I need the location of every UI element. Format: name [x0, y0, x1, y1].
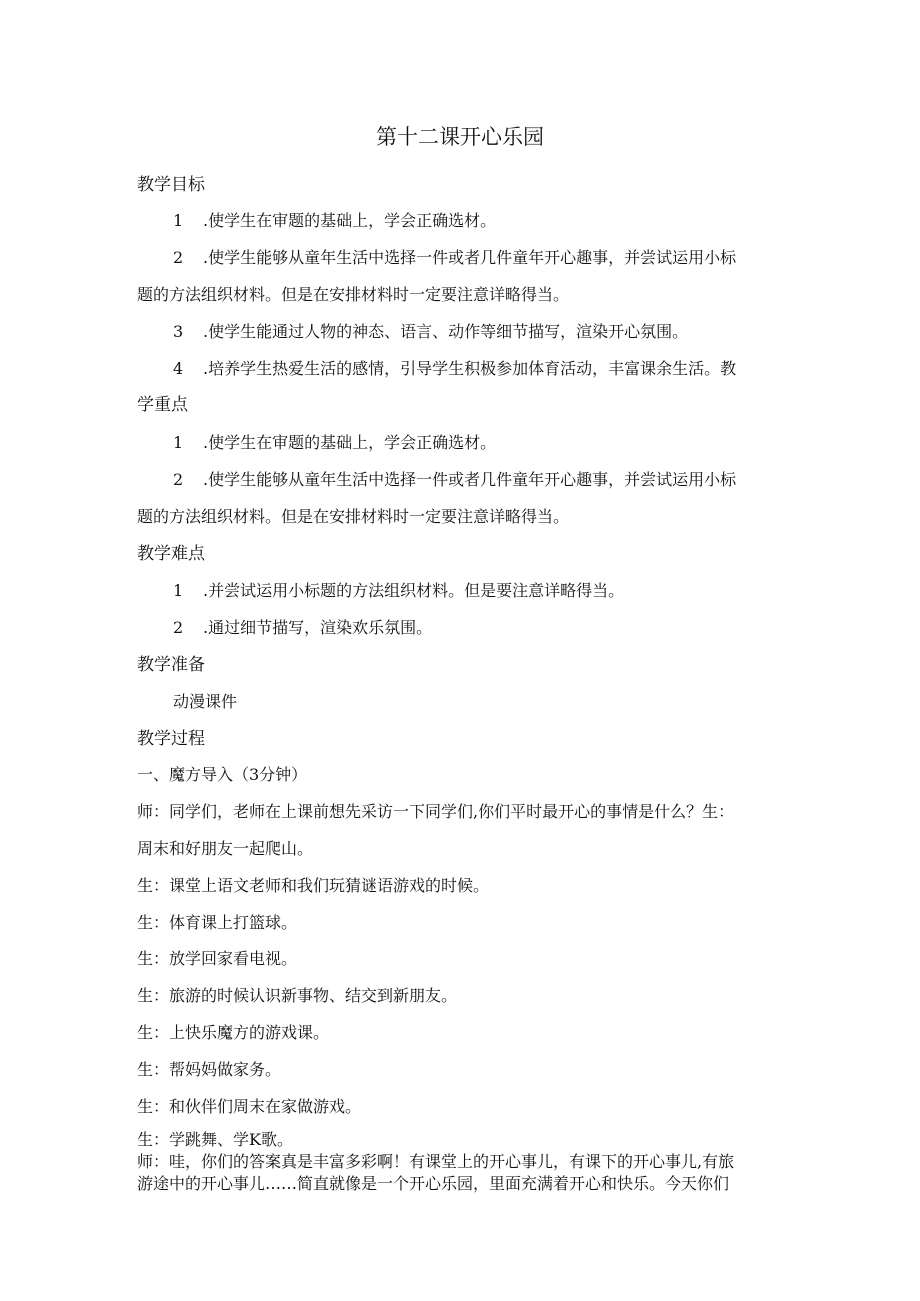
process-section-title: 一、魔方导入（3分钟） — [137, 765, 308, 784]
dialogue-line: 周末和好朋友一起爬山。 — [137, 839, 314, 858]
item-number: 1 — [173, 581, 184, 600]
dialogue-line: 师：同学们，老师在上课前想先采访一下同学们,你们平时最开心的事情是什么？生： — [137, 802, 735, 821]
dialogue-line: 生：体育课上打篮球。 — [137, 913, 298, 932]
preparation-text: 动漫课件 — [173, 692, 238, 711]
key-point-item-2-continued: 题的方法组织材料。但是在安排材料时一定要注意详略得当。 — [137, 507, 570, 526]
item-text: .通过细节描写，渲染欢乐氛围。 — [203, 618, 433, 637]
dialogue-line: 生：放学回家看电视。 — [137, 949, 298, 968]
dialogue-line: 生：和伙伴们周末在家做游戏。 — [137, 1097, 362, 1116]
difficulties-heading: 教学难点 — [137, 544, 205, 564]
key-points-heading: 学重点 — [137, 395, 188, 415]
item-number: 2 — [173, 248, 184, 267]
item-text: .培养学生热爱生活的感情，引导学生积极参加体育活动，丰富课余生活。教 — [203, 359, 737, 378]
dialogue-line: 生：帮妈妈做家务。 — [137, 1060, 282, 1079]
key-point-item-2 — [173, 468, 823, 492]
dialogue-line: 生：旅游的时候认识新事物、结交到新朋友。 — [137, 986, 458, 1005]
key-point-item-1 — [173, 431, 823, 455]
dialogue-line: 游途中的开心事儿……简直就像是一个开心乐园，里面充满着开心和快乐。今天你们 — [137, 1174, 730, 1193]
dialogue-line: 生：课堂上语文老师和我们玩猜谜语游戏的时候。 — [137, 876, 490, 895]
item-text: .使学生能通过人物的神态、语言、动作等细节描写，渲染开心氛围。 — [203, 322, 689, 341]
goal-item-3 — [173, 320, 823, 344]
item-number: 3 — [173, 322, 184, 341]
item-number: 4 — [173, 359, 184, 378]
dialogue-line: 生：学跳舞、学K歌。 — [137, 1130, 293, 1149]
dialogue-line: 师：哇，你们的答案真是丰富多彩啊！有课堂上的开心事儿，有课下的开心事儿,有旅 — [137, 1152, 735, 1171]
item-text: .使学生能够从童年生活中选择一件或者几件童年开心趣事，并尝试运用小标 — [203, 248, 737, 267]
dialogue-line: 生：上快乐魔方的游戏课。 — [137, 1023, 330, 1042]
difficulty-item-1 — [173, 579, 823, 603]
item-text: .并尝试运用小标题的方法组织材料。但是要注意详略得当。 — [203, 581, 625, 600]
item-text: .使学生在审题的基础上，学会正确选材。 — [203, 433, 497, 452]
preparation-heading: 教学准备 — [137, 655, 205, 675]
difficulty-item-2 — [173, 616, 823, 640]
item-number: 2 — [173, 470, 184, 489]
process-heading: 教学过程 — [137, 729, 205, 749]
item-text: .使学生能够从童年生活中选择一件或者几件童年开心趣事，并尝试运用小标 — [203, 470, 737, 489]
goal-item-4 — [173, 357, 823, 381]
item-text: .使学生在审题的基础上，学会正确选材。 — [203, 211, 497, 230]
goal-item-2-continued: 题的方法组织材料。但是在安排材料时一定要注意详略得当。 — [137, 285, 570, 304]
goals-heading: 教学目标 — [137, 175, 205, 195]
goal-item-2 — [173, 246, 823, 270]
item-number: 1 — [173, 433, 184, 452]
item-number: 1 — [173, 211, 184, 230]
goal-item-1 — [173, 209, 823, 233]
page-title: 第十二课开心乐园 — [376, 125, 544, 149]
item-number: 2 — [173, 618, 184, 637]
